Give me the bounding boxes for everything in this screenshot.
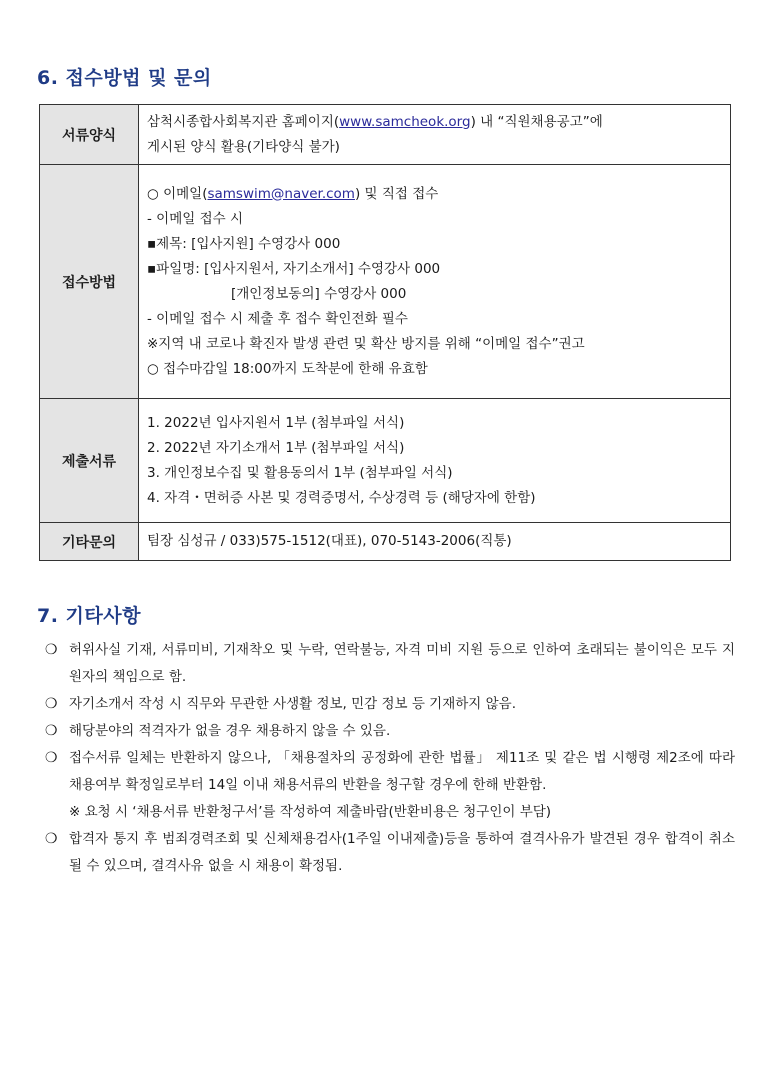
text-segment: ) 내 “직원채용공고”에 — [470, 113, 603, 130]
documents-form-line-1 — [147, 110, 722, 135]
homepage-link[interactable]: www.samcheok.org — [339, 113, 471, 130]
list-item — [45, 718, 735, 745]
circle-bullet-icon: ❍ — [45, 642, 58, 658]
method-line-2: - 이메일 접수 시 — [147, 210, 243, 227]
method-line-4: ▪파일명: [입사지원서, 자기소개서] 수영강사 000 — [147, 260, 441, 277]
submission-content — [139, 399, 731, 523]
documents-form-content — [139, 105, 731, 165]
note-text: 접수서류 일체는 반환하지 않으나, 「채용절차의 공정화에 관한 법률」 제11조 및 같은 법 시행령 제2조에 따라 채용여부 확정일로부터 14일 이내 채용서류의 반환을 청구할 경우에 한해 반환함. — [69, 750, 735, 793]
application-info-table — [39, 104, 731, 561]
method-line-3: ▪제목: [입사지원] 수영강사 000 — [147, 235, 341, 252]
section-6-title: 6. 접수방법 및 문의 — [37, 67, 212, 89]
circle-bullet-icon: ❍ — [45, 831, 58, 847]
circle-bullet-icon: ❍ — [45, 750, 58, 766]
email-link[interactable]: samswim@naver.com — [207, 185, 355, 202]
documents-form-line-2: 게시된 양식 활용(기타양식 불가) — [147, 138, 340, 155]
note-text: 자기소개서 작성 시 직무와 무관한 사생활 정보, 민감 정보 등 기재하지 않음. — [69, 696, 517, 712]
section-7-title: 7. 기타사항 — [37, 605, 141, 627]
note-text: 해당분야의 적격자가 없을 경우 채용하지 않을 수 있음. — [69, 723, 391, 739]
table-row — [40, 523, 731, 561]
list-item: 2. 2022년 자기소개서 1부 (첨부파일 서식) — [147, 439, 405, 456]
inquiry-content: 팀장 심성규 / 033)575-1512(대표), 070-5143-2006(직통) — [139, 523, 731, 561]
list-item — [45, 745, 735, 799]
note-text: 허위사실 기재, 서류미비, 기재착오 및 누락, 연락불능, 자격 미비 지원 등으로 인하여 초래되는 불이익은 모두 지원자의 책임으로 함. — [69, 642, 735, 685]
method-line-5: [개인정보동의] 수영강사 000 — [231, 285, 407, 302]
list-item — [45, 637, 735, 691]
row-label-method: 접수방법 — [40, 165, 139, 399]
list-item — [45, 826, 735, 880]
list-item: 3. 개인정보수집 및 활용동의서 1부 (첨부파일 서식) — [147, 464, 453, 481]
list-item — [45, 691, 735, 718]
method-line-8: ○ 접수마감일 18:00까지 도착분에 한해 유효함 — [147, 360, 428, 377]
list-item: 4. 자격・면허증 사본 및 경력증명서, 수상경력 등 (해당자에 한함) — [147, 489, 536, 506]
method-content — [139, 165, 731, 399]
circle-bullet-icon: ❍ — [45, 696, 58, 712]
row-label-inquiry: 기타문의 — [40, 523, 139, 561]
method-line-1 — [147, 182, 722, 207]
other-notes-list — [45, 637, 735, 880]
text-segment: ) 및 직접 접수 — [354, 185, 439, 202]
text-segment: ○ 이메일( — [147, 185, 208, 202]
sub-note: ※ 요청 시 ‘채용서류 반환청구서’를 작성하여 제출바람(반환비용은 청구인이 부담) — [69, 804, 552, 820]
row-label-documents-form: 서류양식 — [40, 105, 139, 165]
list-item: 1. 2022년 입사지원서 1부 (첨부파일 서식) — [147, 414, 405, 431]
row-label-submission: 제출서류 — [40, 399, 139, 523]
method-line-7: ※지역 내 코로나 확진자 발생 관련 및 확산 방지를 위해 “이메일 접수”권고 — [147, 335, 585, 352]
method-line-6: - 이메일 접수 시 제출 후 접수 확인전화 필수 — [147, 310, 408, 327]
table-row — [40, 399, 731, 523]
note-text: 합격자 통지 후 범죄경력조회 및 신체채용검사(1주일 이내제출)등을 통하여 결격사유가 발견된 경우 합격이 취소될 수 있으며, 결격사유 없을 시 채용이 확정됨. — [69, 831, 735, 874]
table-row — [40, 165, 731, 399]
text-segment: 삼척시종합사회복지관 홈페이지( — [147, 113, 340, 130]
circle-bullet-icon: ❍ — [45, 723, 58, 739]
table-row — [40, 105, 731, 165]
